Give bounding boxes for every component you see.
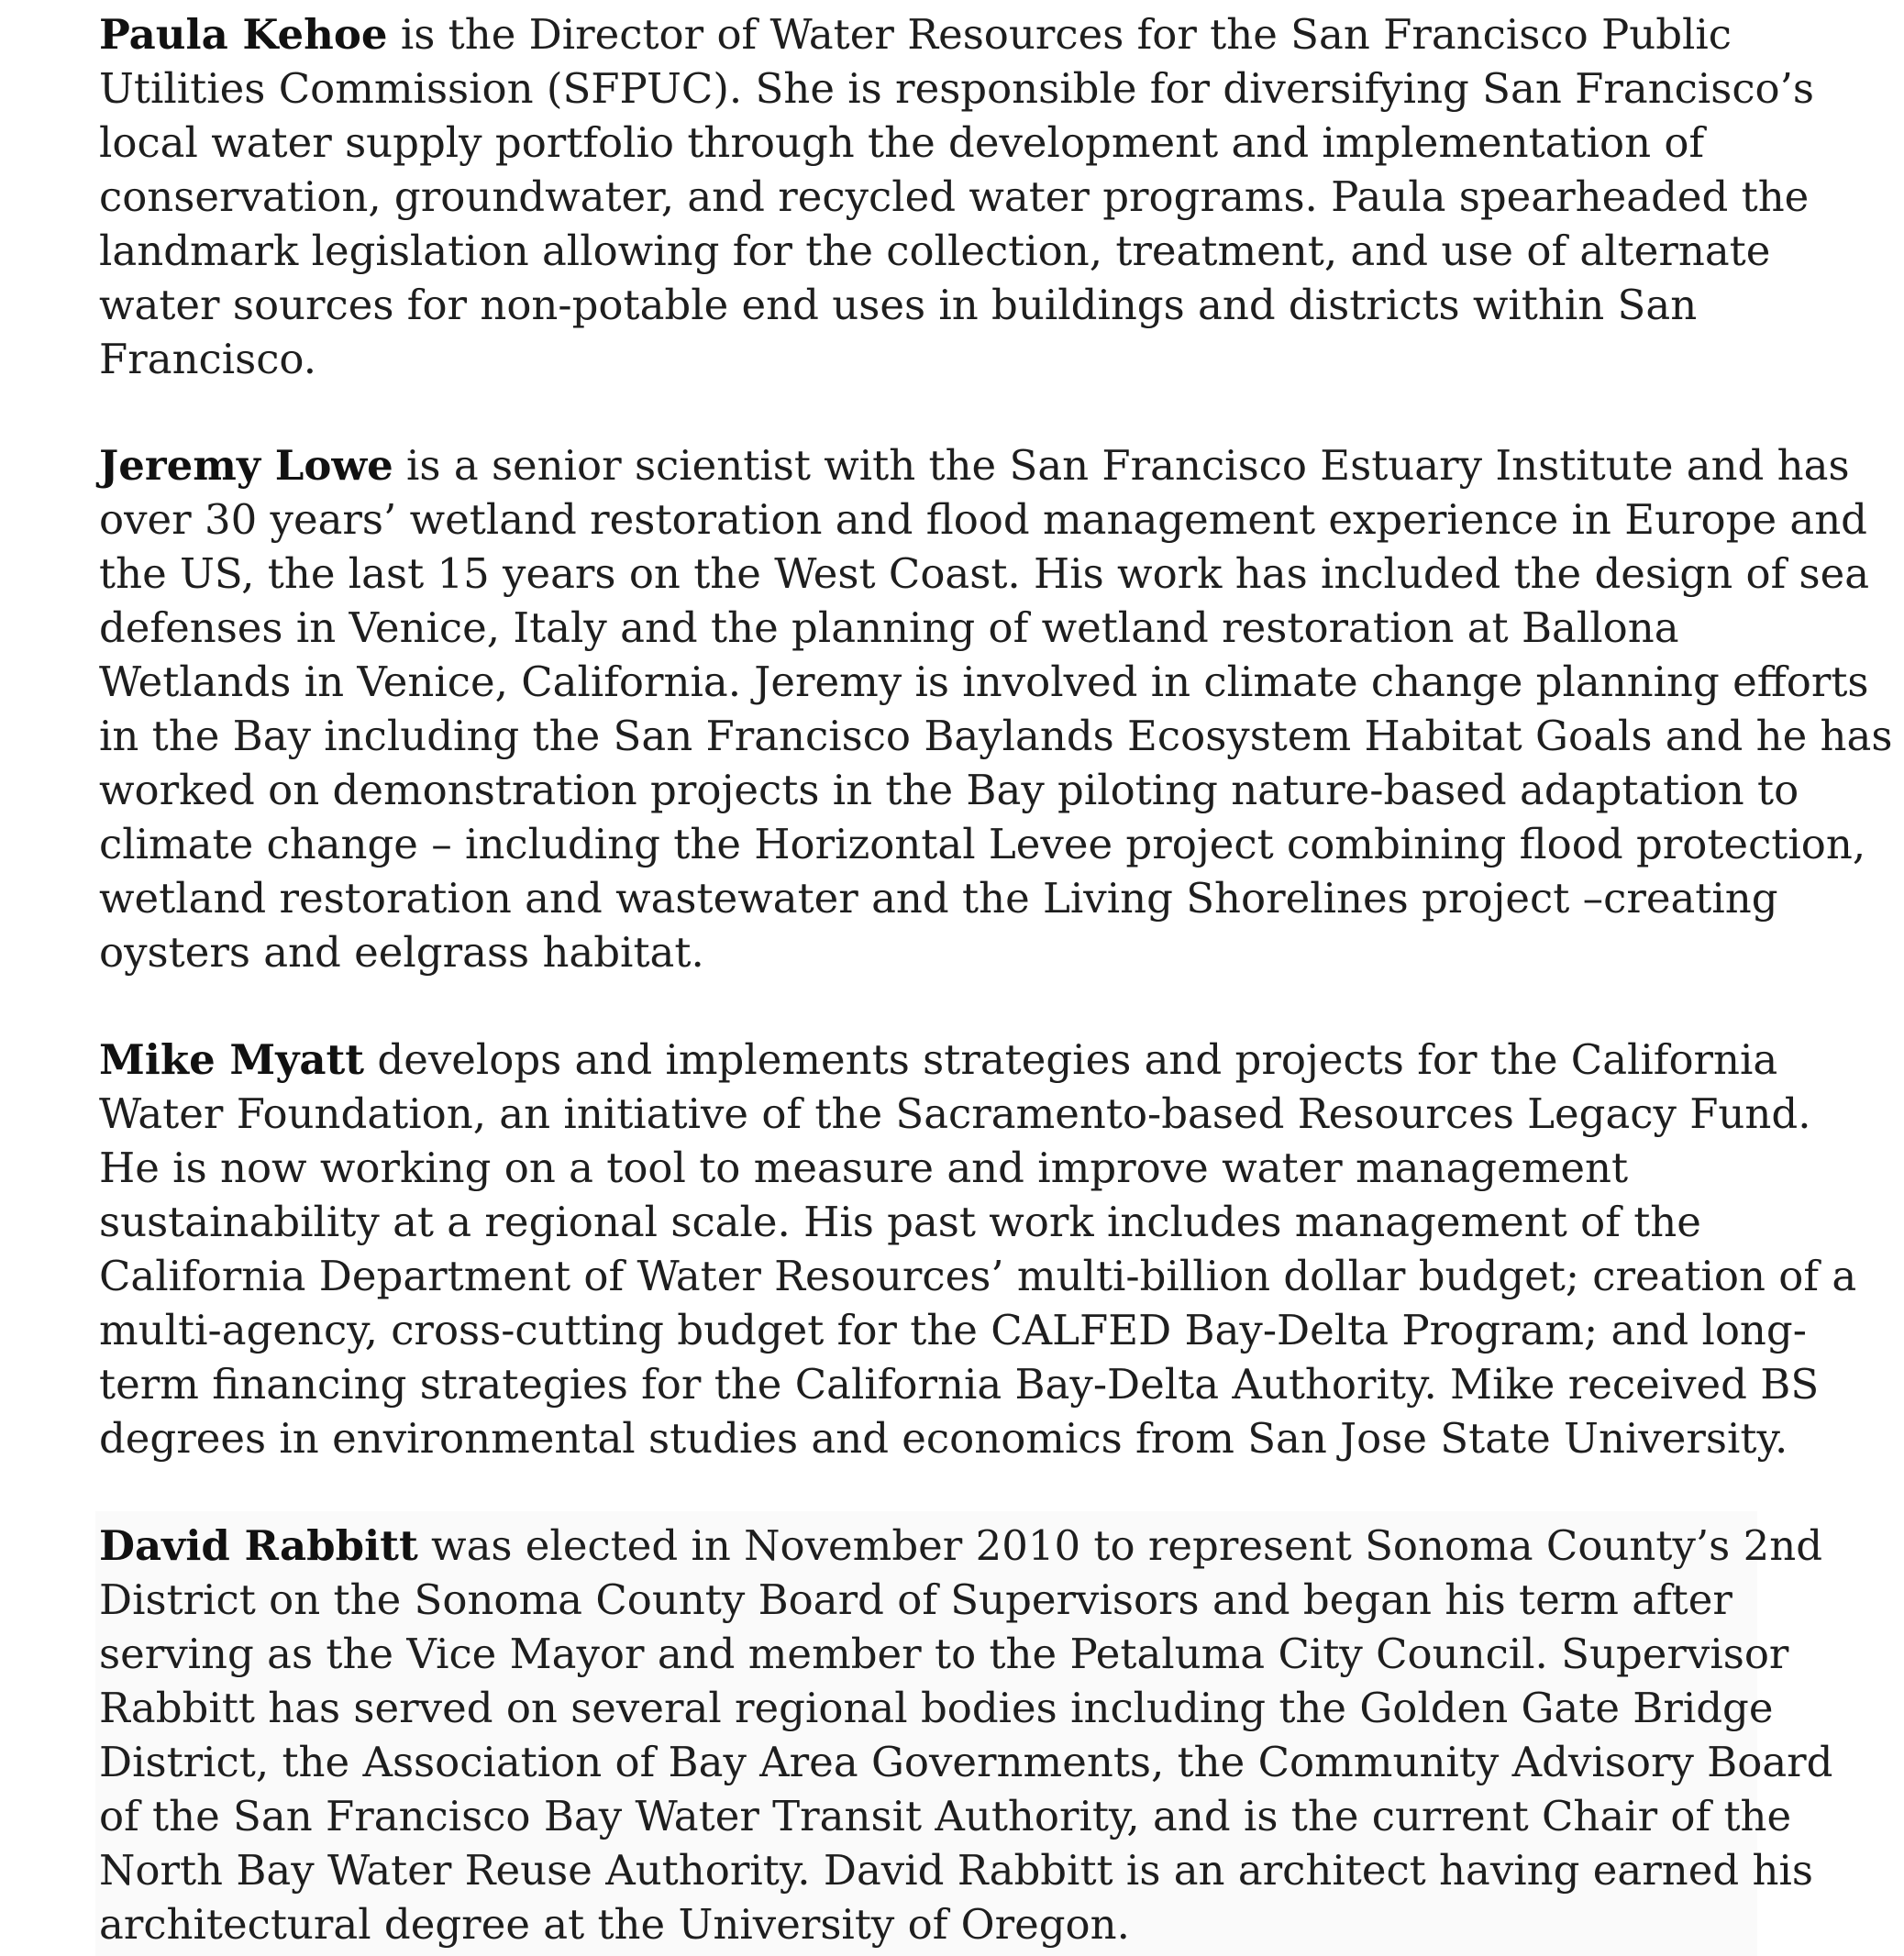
- bio-line: of the San Francisco Bay Water Transit Authority, and is the current Chair of the: [99, 1792, 1792, 1840]
- bio-line: California Department of Water Resources’ multi-billion dollar budget; creation of a: [99, 1252, 1857, 1300]
- bio-david-rabbitt: [99, 1519, 1832, 1951]
- bio-line: oysters and eelgrass habitat.: [99, 928, 704, 977]
- bio-line: David Rabbitt was elected in November 2010 to represent Sonoma County’s 2nd: [99, 1521, 1823, 1570]
- bio-line: Mike Myatt develops and implements strategies and projects for the California: [99, 1035, 1778, 1084]
- bio-line: local water supply portfolio through the development and implementation of: [99, 118, 1705, 167]
- bio-line: Utilities Commission (SFPUC). She is responsible for diversifying San Francisco’s: [99, 64, 1815, 113]
- bio-line: Water Foundation, an initiative of the Sacramento-based Resources Legacy Fund.: [99, 1089, 1811, 1138]
- bio-line: District on the Sonoma County Board of Supervisors and began his term after: [99, 1575, 1732, 1624]
- bio-line: District, the Association of Bay Area Governments, the Community Advisory Board: [99, 1738, 1833, 1786]
- bio-line: Paula Kehoe is the Director of Water Resources for the San Francisco Public: [99, 10, 1732, 59]
- bio-line: Wetlands in Venice, California. Jeremy is involved in climate change planning efforts: [99, 658, 1869, 706]
- bio-paula-kehoe: [99, 7, 1814, 386]
- bio-line: term financing strategies for the California Bay-Delta Authority. Mike received BS: [99, 1360, 1820, 1409]
- bio-line: Francisco.: [99, 335, 317, 383]
- bio-line: wetland restoration and wastewater and the Living Shorelines project –creating: [99, 874, 1778, 923]
- bio-name: Mike Myatt: [99, 1035, 365, 1084]
- bio-line: water sources for non-potable end uses in buildings and districts within San: [99, 281, 1698, 329]
- bio-line: multi-agency, cross-cutting budget for the CALFED Bay-Delta Program; and long-: [99, 1306, 1807, 1354]
- bio-line: degrees in environmental studies and economics from San Jose State University.: [99, 1414, 1788, 1463]
- bio-line: serving as the Vice Mayor and member to the Petaluma City Council. Supervisor: [99, 1630, 1789, 1678]
- bio-line: the US, the last 15 years on the West Coast. His work has included the design of sea: [99, 549, 1870, 598]
- bio-mike-myatt: [99, 1033, 1856, 1465]
- bio-line: defenses in Venice, Italy and the planning of wetland restoration at Ballona: [99, 603, 1679, 652]
- bio-line: conservation, groundwater, and recycled water programs. Paula spearheaded the: [99, 172, 1810, 221]
- bio-name: Paula Kehoe: [99, 10, 388, 59]
- bio-line: Rabbitt has served on several regional bodies including the Golden Gate Bridge: [99, 1684, 1774, 1732]
- bio-line: sustainability at a regional scale. His past work includes management of the: [99, 1198, 1701, 1246]
- bio-name: David Rabbitt: [99, 1521, 418, 1570]
- bio-line: North Bay Water Reuse Authority. David Rabbitt is an architect having earned his: [99, 1846, 1813, 1895]
- bio-jeremy-lowe: [99, 438, 1892, 979]
- bio-line: climate change – including the Horizontal Levee project combining flood protection,: [99, 820, 1866, 868]
- bio-line: worked on demonstration projects in the Bay piloting nature-based adaptation to: [99, 766, 1799, 814]
- bio-line: Jeremy Lowe is a senior scientist with the San Francisco Estuary Institute and has: [99, 441, 1850, 490]
- bio-line: landmark legislation allowing for the collection, treatment, and use of alternate: [99, 227, 1771, 275]
- bio-line: in the Bay including the San Francisco Baylands Ecosystem Habitat Goals and he has: [99, 712, 1893, 760]
- bio-line: He is now working on a tool to measure and improve water management: [99, 1144, 1629, 1192]
- bio-name: Jeremy Lowe: [99, 441, 393, 490]
- bio-line: architectural degree at the University of Oregon.: [99, 1900, 1130, 1949]
- bio-line: over 30 years’ wetland restoration and flood management experience in Europe and: [99, 495, 1867, 544]
